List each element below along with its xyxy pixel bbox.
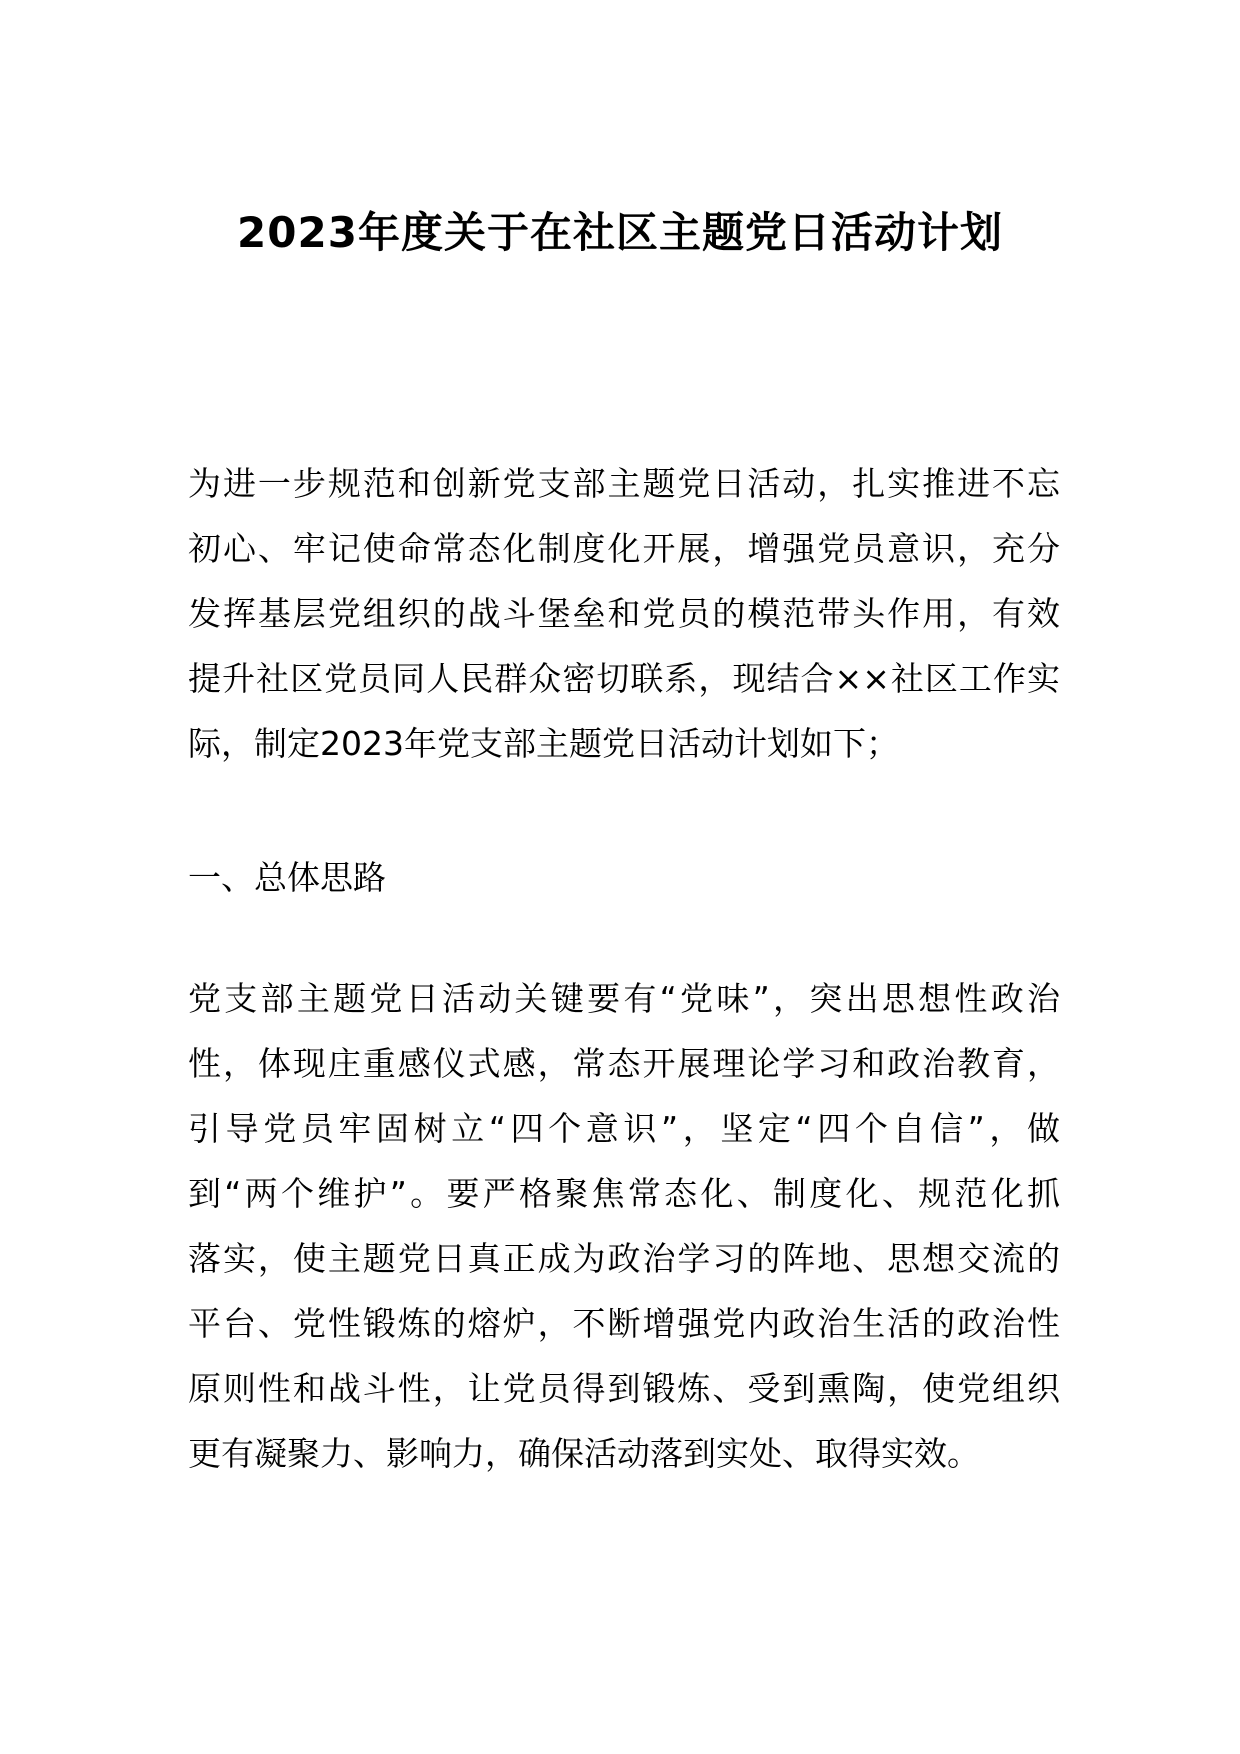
paragraph-line: 引导党员牢固树立“四个意识”，坚定“四个自信”，做 xyxy=(188,1109,1060,1148)
paragraph-line: 发挥基层党组织的战斗堡垒和党员的模范带头作用，有效 xyxy=(188,594,1060,633)
paragraph-line: 到“两个维护”。要严格聚焦常态化、制度化、规范化抓 xyxy=(188,1174,1060,1213)
paragraph-line: 为进一步规范和创新党支部主题党日活动，扎实推进不忘 xyxy=(188,464,1060,503)
paragraph-line: 提升社区党员同人民群众密切联系，现结合××社区工作实 xyxy=(188,659,1060,698)
paragraph-line: 党支部主题党日活动关键要有“党味”，突出思想性政治 xyxy=(188,979,1060,1018)
paragraph-line: 初心、牢记使命常态化制度化开展，增强党员意识，充分 xyxy=(188,529,1060,568)
section-heading: 一、总体思路 xyxy=(188,858,386,897)
paragraph-line: 性，体现庄重感仪式感，常态开展理论学习和政治教育， xyxy=(188,1044,1060,1083)
document-title: 2023年度关于在社区主题党日活动计划 xyxy=(237,208,1003,257)
paragraph-line: 原则性和战斗性，让党员得到锻炼、受到熏陶，使党组织 xyxy=(188,1369,1060,1408)
paragraph-line: 平台、党性锻炼的熔炉，不断增强党内政治生活的政治性 xyxy=(188,1304,1060,1343)
paragraph-line: 更有凝聚力、影响力，确保活动落到实处、取得实效。 xyxy=(188,1434,980,1473)
paragraph-line: 际，制定2023年党支部主题党日活动计划如下； xyxy=(188,724,899,763)
paragraph-line: 落实，使主题党日真正成为政治学习的阵地、思想交流的 xyxy=(188,1239,1060,1278)
intro-paragraph xyxy=(188,451,1060,776)
section-paragraph xyxy=(188,966,1060,1486)
